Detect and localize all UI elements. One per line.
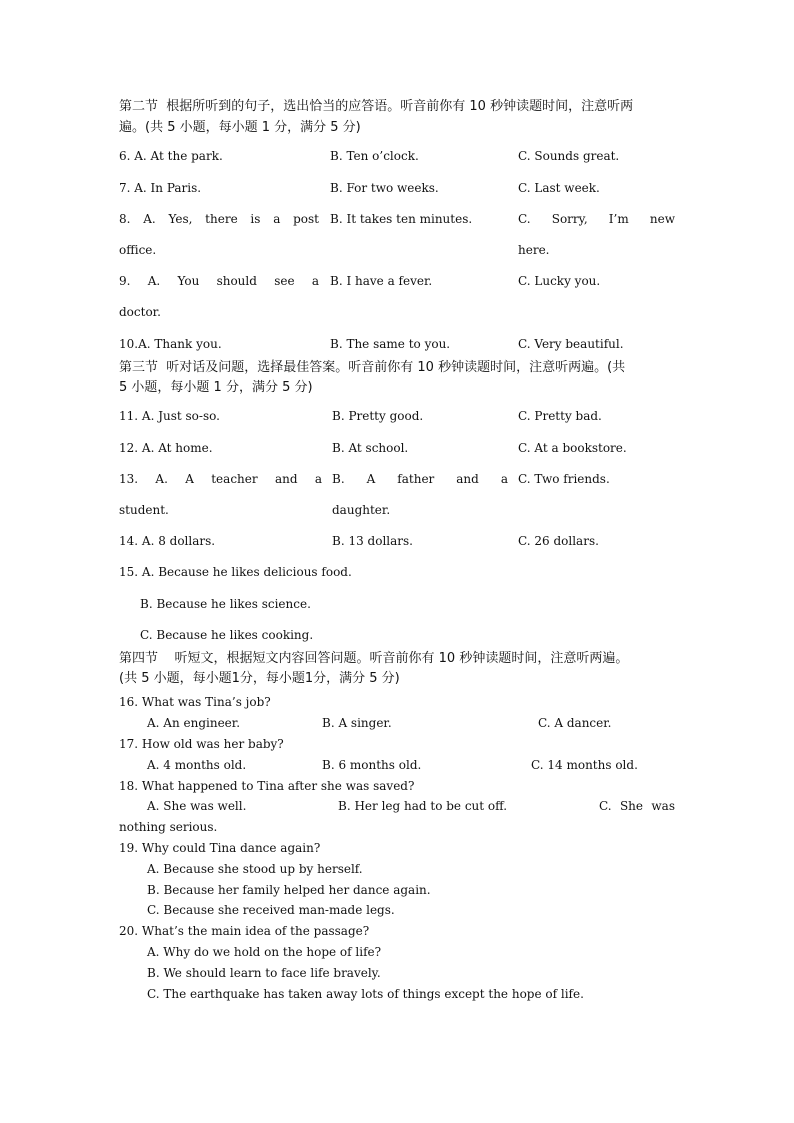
q14-option-c: C. 26 dollars. <box>518 534 599 548</box>
q20-option-b: B. We should learn to face life bravely. <box>147 966 381 980</box>
section-3-header-line2: 5 小题，每小题 1 分，满分 5 分) <box>119 380 313 395</box>
q18-option-c-line1: C. She was <box>599 799 675 813</box>
q16-option-a: A. An engineer. <box>147 716 241 730</box>
q12-option-a: 12. A. At home. <box>119 441 213 455</box>
q19-option-c: C. Because she received man-made legs. <box>147 903 395 917</box>
section-2-header-line1: 第二节 根据所听到的句子，选出恰当的应答语。听音前你有 10 秒钟读题时间，注意听两 <box>119 99 634 114</box>
q7-option-b: B. For two weeks. <box>330 181 439 195</box>
q19-question: 19. Why could Tina dance again? <box>119 841 321 855</box>
q16-option-c: C. A dancer. <box>538 716 612 730</box>
q19-option-b: B. Because her family helped her dance again. <box>147 883 431 897</box>
q11-option-a: 11. A. Just so-so. <box>119 409 220 423</box>
q17-option-a: A. 4 months old. <box>147 758 247 772</box>
q8-option-a-line2: office. <box>119 243 157 257</box>
q19-option-a: A. Because she stood up by herself. <box>147 862 363 876</box>
q7-option-a: 7. A. In Paris. <box>119 181 202 195</box>
q18-option-c-line2: nothing serious. <box>119 820 218 834</box>
q8-option-b: B. It takes ten minutes. <box>330 212 473 226</box>
q17-option-b: B. 6 months old. <box>322 758 422 772</box>
q18-option-b: B. Her leg had to be cut off. <box>338 799 508 813</box>
q18-question: 18. What happened to Tina after she was saved? <box>119 779 415 793</box>
q8-option-a-line1: 8. A. Yes, there is a post <box>119 212 319 226</box>
q14-option-a: 14. A. 8 dollars. <box>119 534 216 548</box>
q15-option-b: B. Because he likes science. <box>140 597 311 611</box>
q10-option-a: 10.A. Thank you. <box>119 337 222 351</box>
q18-option-a: A. She was well. <box>147 799 247 813</box>
q8-option-c-line2: here. <box>518 243 550 257</box>
q10-option-b: B. The same to you. <box>330 337 451 351</box>
q8-option-c-line1: C. Sorry, I’m new <box>518 212 675 226</box>
q13-option-b-line2: daughter. <box>332 503 391 517</box>
q20-option-a: A. Why do we hold on the hope of life? <box>147 945 382 959</box>
q9-option-a-line2: doctor. <box>119 305 161 319</box>
q6-option-b: B. Ten o’clock. <box>330 149 419 163</box>
q9-option-c: C. Lucky you. <box>518 274 601 288</box>
q9-option-a-line1: 9. A. You should see a <box>119 274 319 288</box>
q15-option-a: 15. A. Because he likes delicious food. <box>119 565 352 579</box>
q20-question: 20. What’s the main idea of the passage? <box>119 924 370 938</box>
q16-question: 16. What was Tina’s job? <box>119 695 271 709</box>
q13-option-a-line2: student. <box>119 503 169 517</box>
section-2-header-line2: 遍。(共 5 小题，每小题 1 分，满分 5 分) <box>119 120 361 135</box>
section-3-header-line1: 第三节 听对话及问题，选择最佳答案。听音前你有 10 秒钟读题时间，注意听两遍。(共 <box>119 360 626 375</box>
q11-option-c: C. Pretty bad. <box>518 409 602 423</box>
section-4-header-line1: 第四节 听短文，根据短文内容回答问题。听音前你有 10 秒钟读题时间，注意听两遍。 <box>119 651 629 666</box>
q6-option-c: C. Sounds great. <box>518 149 620 163</box>
q12-option-b: B. At school. <box>332 441 409 455</box>
q7-option-c: C. Last week. <box>518 181 600 195</box>
q6-option-a: 6. A. At the park. <box>119 149 223 163</box>
q16-option-b: B. A singer. <box>322 716 392 730</box>
q13-option-c: C. Two friends. <box>518 472 610 486</box>
q9-option-b: B. I have a fever. <box>330 274 433 288</box>
q13-option-a-line1: 13. A. A teacher and a <box>119 472 322 486</box>
q20-option-c: C. The earthquake has taken away lots of things except the hope of life. <box>147 987 584 1001</box>
q12-option-c: C. At a bookstore. <box>518 441 627 455</box>
section-4-header-line2: (共 5 小题，每小题1分，每小题1分，满分 5 分) <box>119 671 400 686</box>
q10-option-c: C. Very beautiful. <box>518 337 624 351</box>
q13-option-b-line1: B. A father and a <box>332 472 508 486</box>
q11-option-b: B. Pretty good. <box>332 409 424 423</box>
q15-option-c: C. Because he likes cooking. <box>140 628 314 642</box>
q17-question: 17. How old was her baby? <box>119 737 284 751</box>
q14-option-b: B. 13 dollars. <box>332 534 413 548</box>
q17-option-c: C. 14 months old. <box>531 758 638 772</box>
